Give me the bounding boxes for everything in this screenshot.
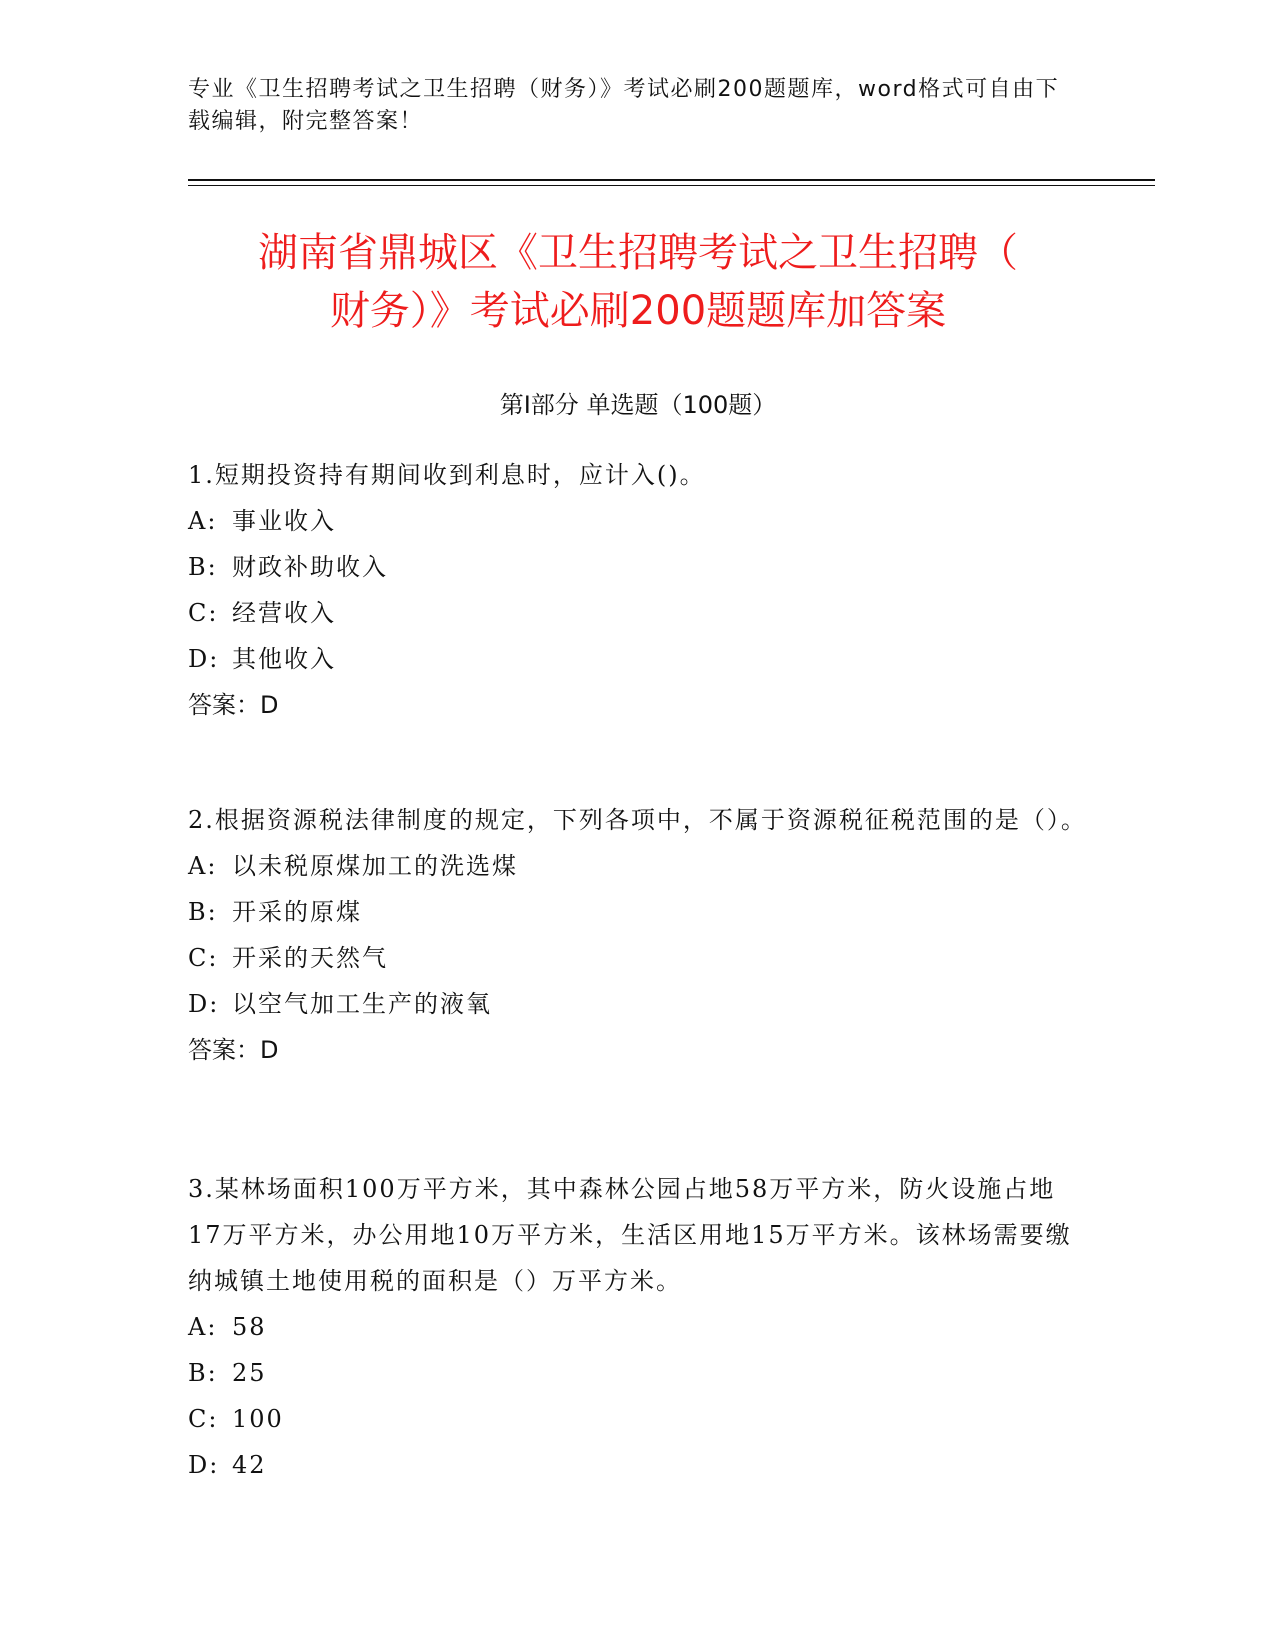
option-b	[188, 1350, 1088, 1396]
option-letter: B:	[188, 898, 218, 926]
option-a	[188, 498, 1088, 544]
option-letter: C:	[188, 944, 219, 972]
question-1	[188, 452, 1088, 728]
option-text: 100	[232, 1405, 284, 1433]
option-text: 42	[232, 1451, 267, 1479]
option-b	[188, 889, 1088, 935]
question-2	[188, 797, 1088, 1073]
question-stem: 1.短期投资持有期间收到利息时，应计入()。	[188, 461, 706, 489]
question-3	[188, 1166, 1088, 1488]
option-d	[188, 981, 1088, 1027]
option-text: 其他收入	[232, 645, 336, 673]
option-text: 58	[232, 1313, 267, 1341]
option-c	[188, 935, 1088, 981]
question-stem: 3.某林场面积100万平方米，其中森林公园占地58万平方米，防火设施占地17万平方米，办公用地10万平方米，生活区用地15万平方米。该林场需要缴纳城镇土地使用税的面积是（）万平方米。	[188, 1175, 1072, 1295]
option-letter: A:	[188, 852, 218, 880]
header-divider-thick	[188, 179, 1155, 181]
option-a	[188, 843, 1088, 889]
option-text: 开采的天然气	[232, 944, 388, 972]
option-text: 经营收入	[232, 599, 336, 627]
answer-line: 答案：D	[188, 1036, 279, 1064]
option-letter: C:	[188, 599, 219, 627]
option-b	[188, 544, 1088, 590]
document-title-line-1: 湖南省鼎城区《卫生招聘考试之卫生招聘（	[258, 230, 1018, 276]
option-a	[188, 1304, 1088, 1350]
option-d	[188, 636, 1088, 682]
option-text: 以空气加工生产的液氧	[232, 990, 492, 1018]
option-text: 事业收入	[232, 507, 336, 535]
document-title	[188, 224, 1088, 340]
option-c	[188, 1396, 1088, 1442]
option-text: 财政补助收入	[232, 553, 388, 581]
option-letter: C:	[188, 1405, 219, 1433]
question-stem: 2.根据资源税法律制度的规定，下列各项中，不属于资源税征税范围的是（）。	[188, 806, 1087, 834]
option-letter: B:	[188, 553, 218, 581]
option-text: 开采的原煤	[232, 898, 362, 926]
option-letter: D:	[188, 645, 220, 673]
option-letter: A:	[188, 507, 218, 535]
option-letter: A:	[188, 1313, 218, 1341]
option-text: 以未税原煤加工的洗选煤	[232, 852, 518, 880]
option-c	[188, 590, 1088, 636]
option-text: 25	[232, 1359, 267, 1387]
header-divider-thin	[188, 185, 1155, 186]
option-letter: D:	[188, 1451, 220, 1479]
section-heading: 第I部分 单选题（100题）	[499, 391, 777, 419]
option-letter: D:	[188, 990, 220, 1018]
answer-line: 答案：D	[188, 691, 279, 719]
document-title-line-2: 财务）》考试必刷200题题库加答案	[329, 288, 947, 334]
option-letter: B:	[188, 1359, 218, 1387]
option-d	[188, 1442, 1088, 1488]
header-note: 专业《卫生招聘考试之卫生招聘（财务）》考试必刷200题题库，word格式可自由下载编辑，附完整答案！	[188, 77, 1060, 134]
